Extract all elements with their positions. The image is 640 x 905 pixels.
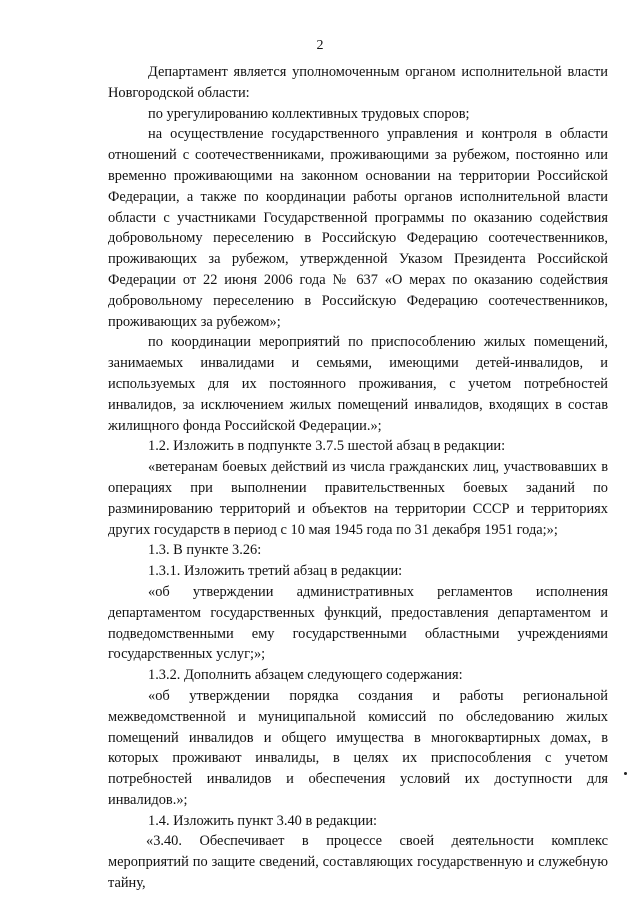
paragraph-item-3-40: «3.40. Обеспечивает в процессе своей деятельности комплекс мероприятий по защите сведений, составляющих государственную и служебную тайну,	[108, 833, 608, 892]
paragraph-item-1-4: 1.4. Изложить пункт 3.40 в редакции:	[148, 812, 378, 829]
paragraph-compatriots: на осуществление государственного управления и контроля в области отношений с соотечественниками, проживающими за рубежом, постоянно или временно проживающими на законном основании на территории Российской Федерации, а также по координации работы органов исполнительной власти области с участниками Государственной программы по оказанию содействия добровольному переселению в Российскую Федерацию соотечественников, проживающих за рубежом, утвержденной Указом Президента Российской Федерации от 22 июня 2006 года № 637 «О мерах по оказанию содействия добровольному переселению в Российскую Федерацию соотечественников, проживающих за рубежом»;	[108, 126, 608, 330]
paragraph-item-1-3-1: 1.3.1. Изложить третий абзац в редакции:	[148, 563, 403, 580]
paragraph-item-1-3-2: 1.3.2. Дополнить абзацем следующего содержания:	[148, 667, 463, 684]
paragraph-veterans: «ветеранам боевых действий из числа гражданских лиц, участвовавших в операциях при выполнении правительственных боевых заданий по разминированию территорий и объектов на территории СССР и территориях других государств в период с 10 мая 1945 года по 31 декабря 1951 года;»;	[108, 459, 608, 538]
paragraph-labor-disputes: по урегулированию коллективных трудовых споров;	[148, 105, 470, 122]
paragraph-item-1-2: 1.2. Изложить в подпункте 3.7.5 шестой абзац в редакции:	[148, 438, 506, 455]
paragraph-housing-disabled: по координации мероприятий по приспособлению жилых помещений, занимаемых инвалидами и семьями, имеющими детей-инвалидов, и используемых для их постоянного проживания, с учетом потребностей инвалидов, за исключением жилых помещений инвалидов, входящих в состав жилищного фонда Российской Федерации.»;	[108, 334, 608, 434]
scan-dot-mark	[624, 772, 627, 775]
document-body	[108, 62, 608, 894]
page-number: 2	[316, 38, 324, 53]
paragraph-commission: «об утверждении порядка создания и работы региональной межведомственной и муниципальной комиссий по обследованию жилых помещений инвалидов и общего имущества в многоквартирных домах, в которых проживают инвалиды, в целях их приспособления с учетом потребностей инвалидов и обеспечения условий их доступности для инвалидов.»;	[108, 687, 608, 808]
paragraph-regulations: «об утверждении административных регламентов исполнения департаментом государственных функций, предоставления департаментом и подведомственными ему государственными областными учреждениями государственных услуг;»;	[108, 583, 608, 663]
paragraph-authority-intro: Департамент является уполномоченным органом исполнительной власти Новгородской области:	[108, 64, 608, 101]
paragraph-item-1-3: 1.3. В пункте 3.26:	[148, 542, 262, 559]
